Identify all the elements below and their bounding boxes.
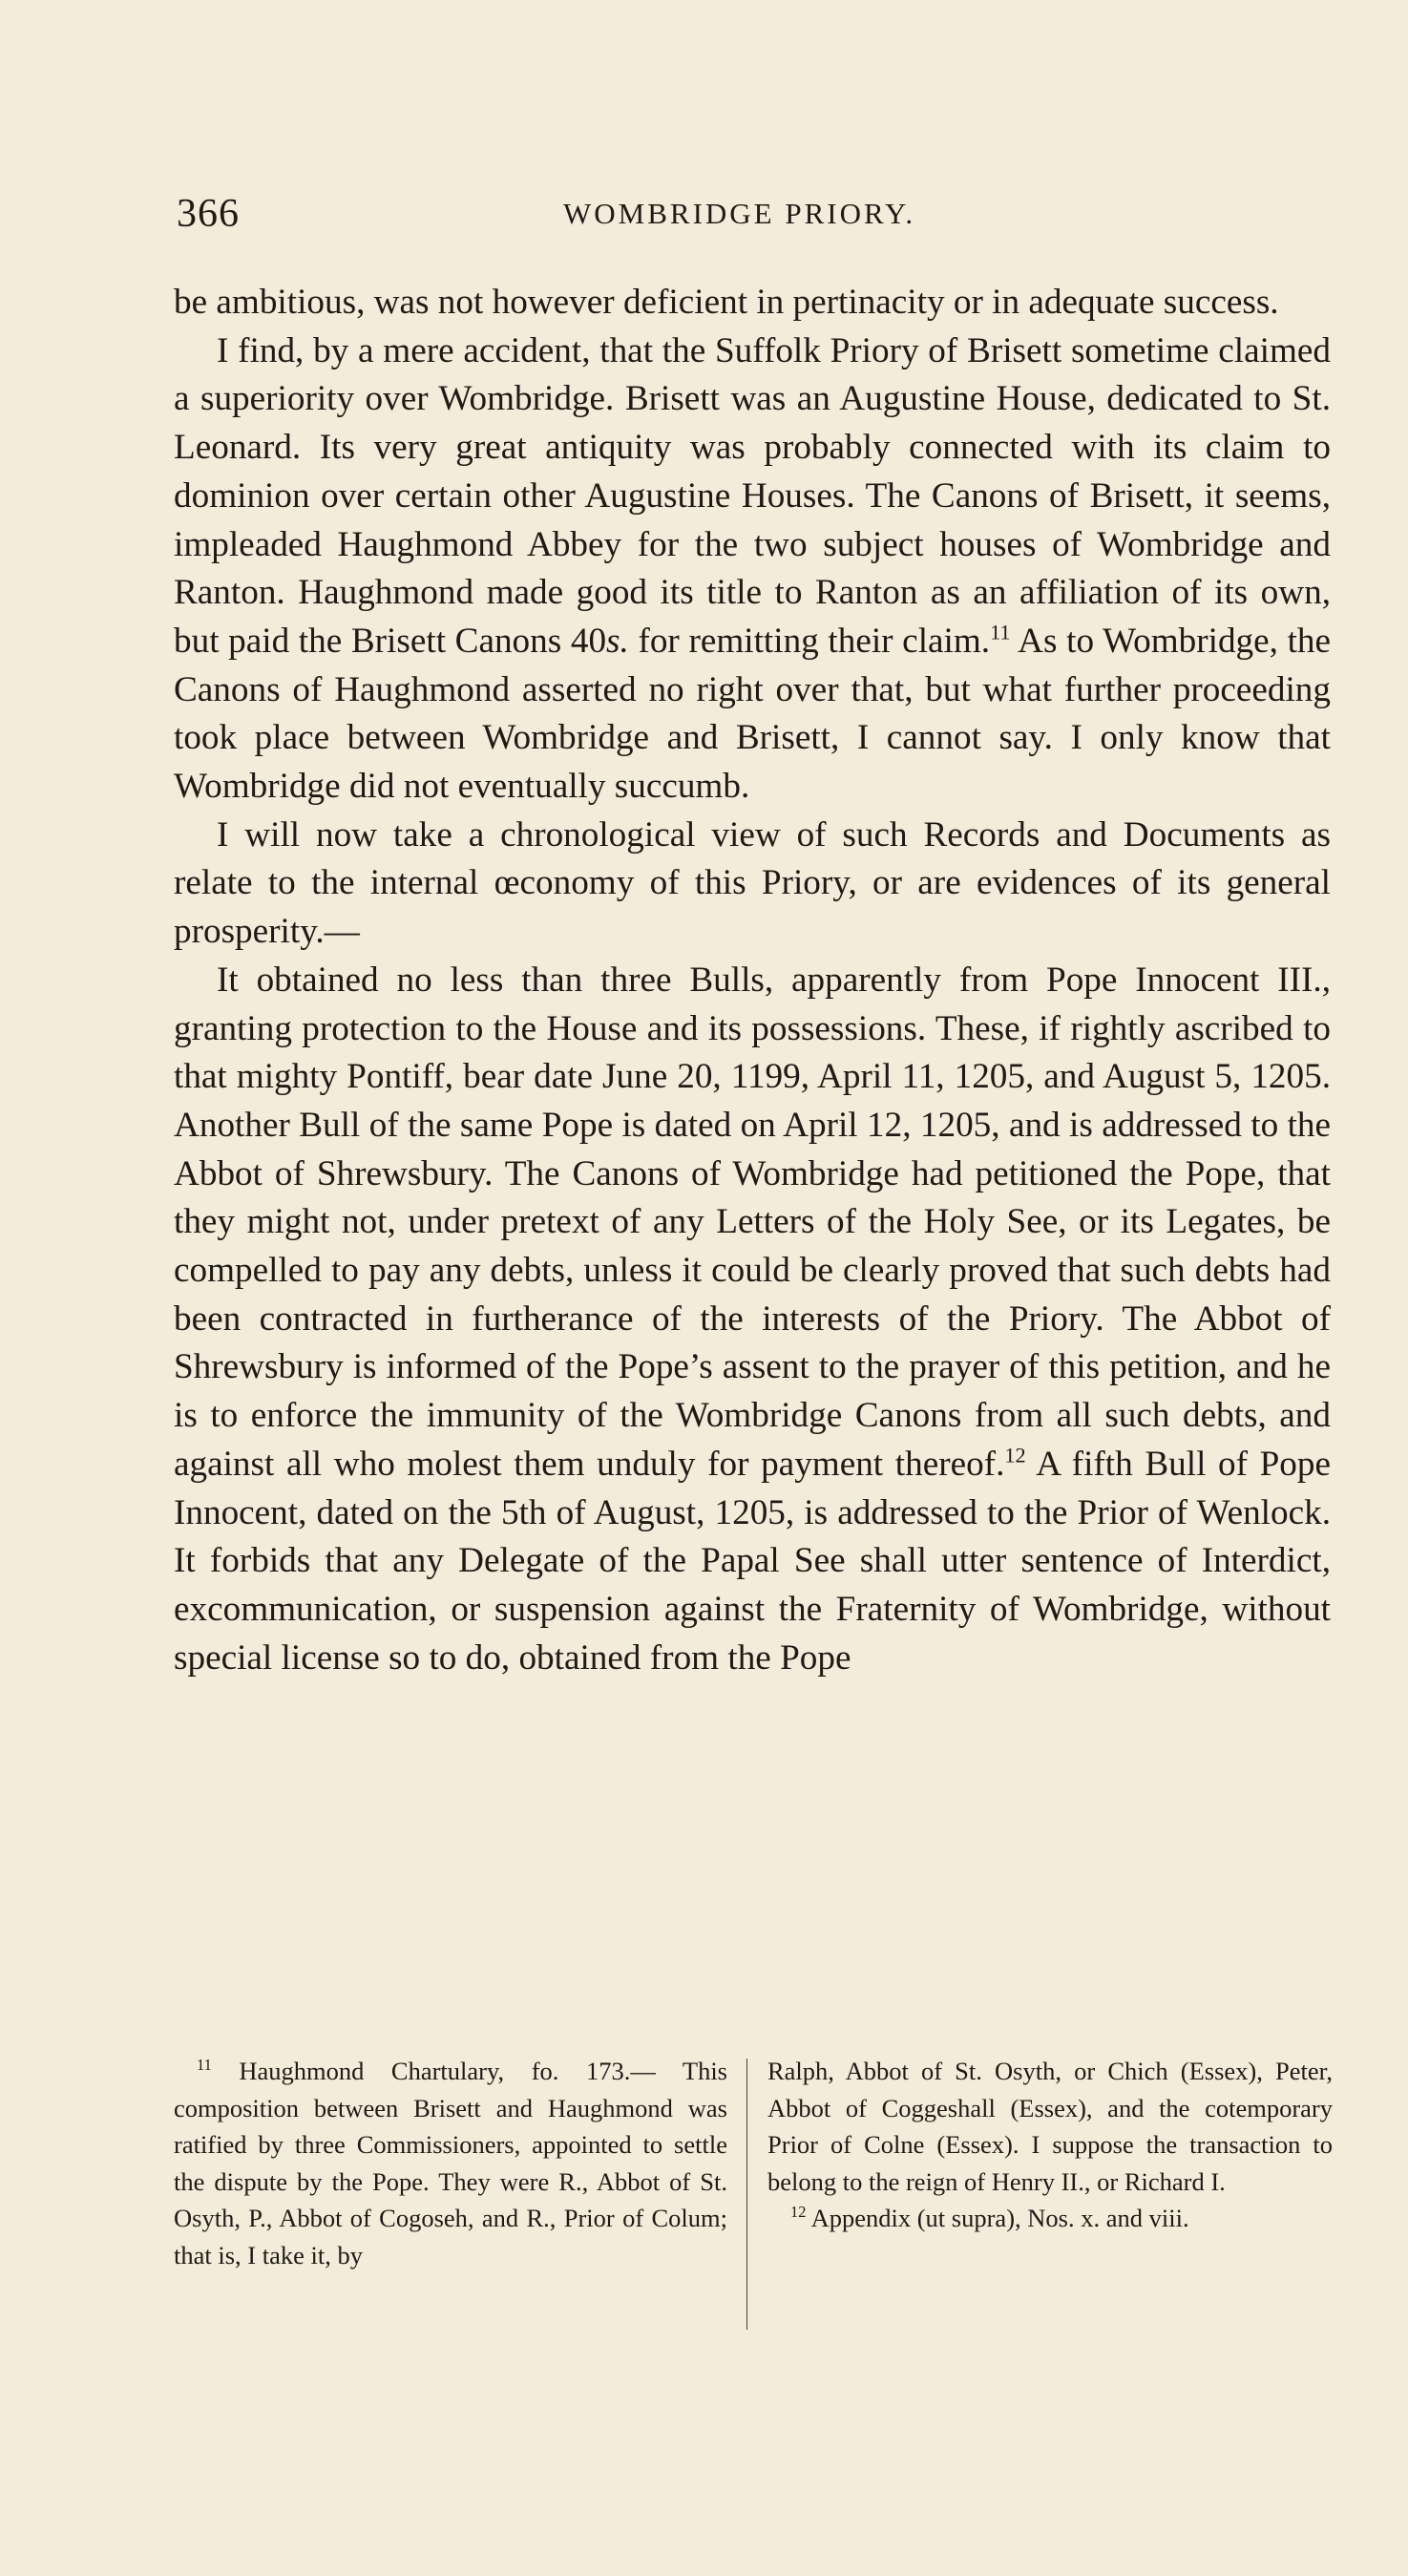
footnotes-right-column	[767, 2053, 1333, 2237]
footnote-text: Appendix (ut supra), Nos. x. and viii.	[810, 2204, 1189, 2233]
paragraph-text: I will now take a chronological view of such Records and Documents as relate to the internal œconomy of this Priory, or are evidences of its general prosperity.—	[174, 814, 1331, 952]
paragraph-text: A fifth Bull of Pope Innocent, dated on the 5th of August, 1205, is addressed to the Prior of Wenlock. It forbids that any Delegate of the Papal See shall utter sentence of Interdict, excommunication, or suspension against the Fraternity of Wombridge, without special license so to do, obtained from the Pope	[174, 1444, 1331, 1678]
paragraph-records	[174, 812, 1331, 957]
shillings-abbrev: s.	[606, 621, 629, 661]
footnote-ref-11[interactable]: 11	[990, 620, 1011, 644]
footnote-mark-11: 11	[197, 2056, 212, 2075]
page-number: 366	[177, 192, 240, 236]
column-divider	[746, 2059, 747, 2330]
paragraph-text: I find, by a mere accident, that the Suffolk Priory of Brisett sometime claimed a superiority over Wombridge. Brisett was an Augustine House, dedicated to St. Leonard. Its very great antiquity was probably connected with its claim to dominion over certain other Augustine Houses. The Canons of Brisett, it seems, impleaded Haughmond Abbey for the two subject houses of Wombridge and Ranton. Haughmond made good its title to Ranton as an affiliation of its own, but paid the Brisett Canons 40	[174, 330, 1331, 661]
paragraph-text: As to Wombridge, the Canons of Haughmond asserted no right over that, but what further proceeding took place between Wombridge and Brisett, I cannot say. I only know that Wombridge did not eventually succumb.	[174, 621, 1331, 807]
footnote-mark-12: 12	[790, 2203, 807, 2222]
paragraph-text: be ambitious, was not however deficient in pertinacity or in adequate success.	[174, 283, 1279, 322]
footnote-ref-12[interactable]: 12	[1004, 1443, 1026, 1467]
body-text	[174, 279, 1331, 1682]
footnote-11	[174, 2053, 727, 2274]
paragraph-brisett	[174, 327, 1331, 812]
paragraph-continued	[174, 279, 1331, 327]
running-title: WOMBRIDGE PRIORY.	[563, 197, 916, 230]
footnotes-left-column	[174, 2053, 727, 2274]
running-head	[177, 191, 1332, 248]
footnote-text: Ralph, Abbot of St. Osyth, or Chich (Essex), Peter, Abbot of Coggeshall (Essex), and the cotemporary Prior of Colne (Essex). I suppose the transaction to belong to the reign of Henry II., or Richard I.	[767, 2057, 1333, 2196]
paragraph-bulls	[174, 957, 1331, 1683]
footnote-text: Haughmond Chartulary, fo. 173.— This composition between Brisett and Haughmond was ratified by three Commissioners, appointed to settle the dispute by the Pope. They were R., Abbot of St. Osyth, P., Abbot of Cogoseh, and R., Prior of Colum; that is, I take it, by	[174, 2057, 727, 2270]
paragraph-text: for remitting their claim.	[628, 621, 991, 661]
footnotes	[174, 2053, 1333, 2339]
paragraph-text: It obtained no less than three Bulls, apparently from Pope Innocent III., granting protection to the House and its possessions. These, if rightly ascribed to that mighty Pontiff, bear date June 20, 1199, April 11, 1205, and August 5, 1205. Another Bull of the same Pope is dated on April 12, 1205, and is addressed to the Abbot of Shrewsbury. The Canons of Wombridge had petitioned the Pope, that they might not, under pretext of any Letters of the Holy See, or its Legates, be compelled to pay any debts, unless it could be clearly proved that such debts had been contracted in furtherance of the interests of the Priory. The Abbot of Shrewsbury is informed of the Pope’s assent to the prayer of this petition, and he is to enforce the immunity of the Wombridge Canons from all such debts, and against all who molest them unduly for payment thereof.	[174, 960, 1331, 1484]
footnote-12	[767, 2200, 1333, 2237]
footnote-11-continued	[767, 2053, 1333, 2200]
